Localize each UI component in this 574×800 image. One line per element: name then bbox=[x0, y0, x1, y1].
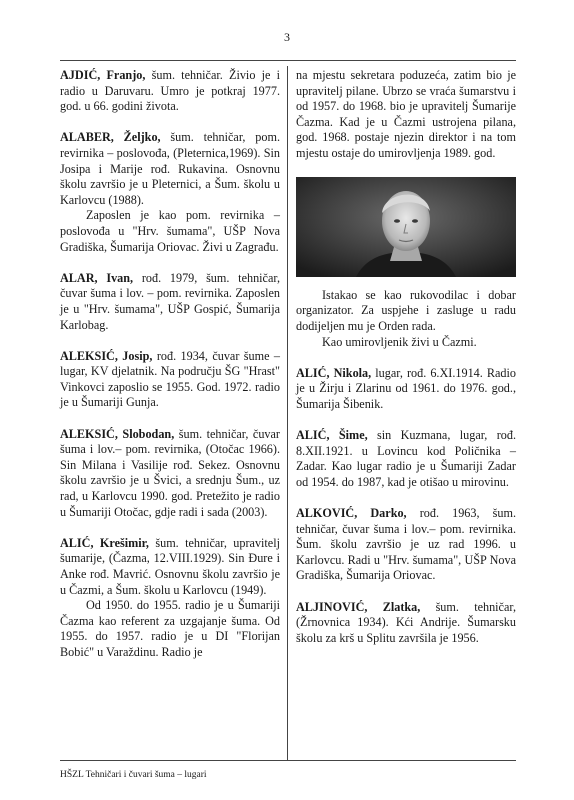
entry-text: na mjestu sekretara poduzeća, zatim bio je upravitelj pilane. Ubrzo se vraća šumarstvu i od 1957. do 1968. bio je upravitelj Šumarije Čazma. Kad je u Čazmi ustrojena pilana, god. 1968. postaje njezin direktor i na tom mjestu ostaje do umirovljenja 1989. god. bbox=[296, 68, 516, 160]
entry-name: ALEKSIĆ, Josip, bbox=[60, 348, 153, 363]
entry-name: AJDIĆ, Franjo, bbox=[60, 68, 146, 82]
top-rule bbox=[60, 60, 516, 61]
entry-alic-sime bbox=[296, 428, 516, 490]
entry-name: ALEKSIĆ, Slobodan, bbox=[60, 426, 175, 441]
entry-name: ALIĆ, Nikola, bbox=[296, 365, 372, 380]
column-divider bbox=[287, 66, 288, 760]
entry-alkovic-darko bbox=[296, 506, 516, 584]
entry-text: šum. tehničar, (Žrnovnica 1934). Kći Andrije. Šumarsku školu za krš u Splitu završila je 1956. bbox=[296, 599, 516, 645]
entry-name: ALJINOVIĆ, Zlatka, bbox=[296, 599, 421, 614]
entry-text: šum. tehničar, upravitelj šumarije, (Čazma, 12.VIII.1929). Sin Đure i Anke rođ. Mavrić. Osnovnu školu završio je u Čazmi, a Šum. školu u Karlovcu (1949). bbox=[60, 535, 280, 597]
entry-text: lugar, rođ. 6.XI.1914. Radio je u Žirju i Zlarinu od 1961. do 1976. god., Šumarija Šibenik. bbox=[296, 365, 517, 411]
portrait-photo-frame bbox=[296, 177, 516, 282]
entry-text: rođ. 1934, čuvar šume – lugar, KV djelatnik. Na području ŠG "Hrast" Vinkovci zaposlio se 1955. God. 1972. radio je u Šumariji Gunja. bbox=[60, 348, 280, 410]
entry-text: Od 1950. do 1955. radio je u Šumariji Čazma kao referent za uzgajanje šuma. Od 1955. do 1957. radio je u DI "Florijan Bobić" u Varaždinu. Radio je bbox=[60, 598, 280, 659]
entry-alic-kresimir bbox=[60, 536, 280, 661]
bottom-rule bbox=[60, 760, 516, 761]
entry-aleksic-josip bbox=[60, 349, 280, 411]
entry-name: ALIĆ, Šime, bbox=[296, 428, 368, 443]
entry-text: šum. tehničar, čuvar šuma i lov.– pom. revirnika, (Otočac 1966). Sin Milana i Vasilije rođ. Sekez. Osnovnu školu završio je u Švici, a srednju Šum., uz rad, u Karlovcu 1990. god. Pretežito je radio u Šumariji Otočac, gdje radi i sada (2003). bbox=[60, 426, 280, 519]
page-number: 3 bbox=[284, 30, 290, 44]
entry-text: šum. tehničar, pom. revirnika – poslovođa, (Pleternica,1969). Sin Josipa i Marije rođ. Rukavina. Osnovnu školu završio je u Pleternici, a Šum. školu u Karlovcu (1988). bbox=[60, 130, 280, 207]
portrait-photo-icon bbox=[296, 177, 516, 277]
entry-text: rođ. 1979, šum. tehničar, čuvar šuma i lov. – pom. revirnika. Zaposlen je u "Hrv. šumama", UŠP Gospić, Šumarija Karlobag. bbox=[60, 270, 280, 332]
entry-aljinovic-zlatka bbox=[296, 600, 516, 647]
entry-text: šum. tehničar. Živio je i radio u Daruvaru. Umro je potkraj 1977. god. u 66. godini života. bbox=[60, 68, 280, 114]
right-column bbox=[296, 68, 516, 662]
entry-alic-nikola bbox=[296, 366, 516, 413]
entry-text: rođ. 1963, šum. tehničar, čuvar šuma i lov.– pom. revirnika. Šum. školu završio je uz rad 1996. u Karlovcu. Radi u "Hrv. šumama", UŠP Nova Gradiška, Šumarija Oriovac. bbox=[296, 506, 516, 583]
entry-name: ALKOVIĆ, Darko, bbox=[296, 506, 407, 521]
entry-name: ALAR, Ivan, bbox=[60, 270, 134, 285]
entry-aleksic-slobodan bbox=[60, 427, 280, 521]
photo-caption bbox=[296, 288, 516, 350]
entry-name: ALIĆ, Krešimir, bbox=[60, 535, 149, 550]
left-column bbox=[60, 68, 280, 676]
caption-text: Kao umirovljenik živi u Čazmi. bbox=[322, 334, 477, 349]
entry-ajdic-franjo bbox=[60, 68, 280, 115]
entry-alic-kresimir-continued bbox=[296, 68, 516, 162]
page-footer: HŠZL Tehničari i čuvari šuma – lugari bbox=[60, 770, 207, 780]
caption-text: Istakao se kao rukovodilac i dobar organizator. Za uspjehe i zasluge u radu dodijeljen mu je Orden rada. bbox=[296, 287, 516, 333]
entry-text: sin Kuzmana, lugar, rođ. 8.XII.1921. u Lovincu kod Poličnika – Zadar. Kao lugar radio je u Šumariji Zadar od 1954. do 1987, kad je otišao u mirovinu. bbox=[296, 428, 517, 489]
entry-name: ALABER, Željko, bbox=[60, 130, 161, 145]
entry-text: Zaposlen je kao pom. revirnika – poslovođa u "Hrv. šumama", UŠP Nova Gradiška, Šumarija Oriovac. Živi u Zagrađu. bbox=[60, 208, 280, 254]
entry-alaber-zeljko bbox=[60, 130, 280, 255]
entry-alar-ivan bbox=[60, 271, 280, 333]
